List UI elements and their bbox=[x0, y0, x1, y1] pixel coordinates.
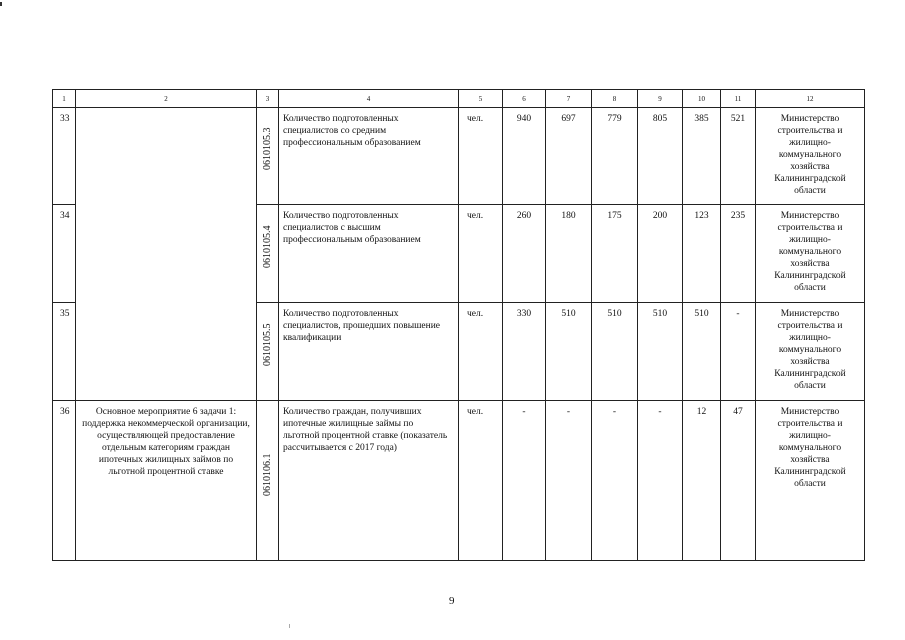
value-cell: 47 bbox=[721, 401, 756, 561]
value-cell: 123 bbox=[683, 205, 721, 303]
value-cell: 175 bbox=[592, 205, 638, 303]
value-cell: 521 bbox=[721, 108, 756, 205]
col-header: 4 bbox=[279, 90, 459, 108]
value-cell: 510 bbox=[638, 303, 683, 401]
col-header: 6 bbox=[503, 90, 546, 108]
value-cell: 697 bbox=[546, 108, 592, 205]
unit: чел. bbox=[459, 303, 503, 401]
corner-scan-mark bbox=[0, 2, 2, 6]
value-cell: 330 bbox=[503, 303, 546, 401]
row-number: 35 bbox=[53, 303, 76, 401]
value-cell: 779 bbox=[592, 108, 638, 205]
indicator-name: Количество граждан, получивших ипотечные жилищные займы по льготной процентной ставке (показатель рассчитывается с 2017 года) bbox=[279, 401, 459, 561]
value-cell: 805 bbox=[638, 108, 683, 205]
value-cell: 385 bbox=[683, 108, 721, 205]
main-event-description: Основное мероприятие 6 задачи 1: поддержка некоммерческой организации, осуществляющей предоставление отдельным категориям граждан ипотечных жилищных займов по льготной процентной ставке bbox=[76, 401, 257, 561]
responsible-ministry: Министерство строительства и жилищно-коммунального хозяйства Калининградской области bbox=[756, 303, 865, 401]
indicator-code: 0610105.4 bbox=[261, 225, 273, 268]
col-header: 12 bbox=[756, 90, 865, 108]
responsible-ministry: Министерство строительства и жилищно-коммунального хозяйства Калининградской области bbox=[756, 205, 865, 303]
value-cell: 510 bbox=[546, 303, 592, 401]
row-number: 34 bbox=[53, 205, 76, 303]
table-row bbox=[53, 108, 865, 205]
indicator-name: Количество подготовленных специалистов с высшим профессиональным образованием bbox=[279, 205, 459, 303]
row-number: 33 bbox=[53, 108, 76, 205]
col-header: 10 bbox=[683, 90, 721, 108]
indicator-code: 0610105.5 bbox=[261, 323, 273, 366]
page-number: 9 bbox=[449, 595, 455, 607]
value-cell: 235 bbox=[721, 205, 756, 303]
value-cell: 260 bbox=[503, 205, 546, 303]
indicator-code: 0610106.1 bbox=[261, 453, 273, 496]
row-number: 36 bbox=[53, 401, 76, 561]
col-header: 1 bbox=[53, 90, 76, 108]
value-cell: - bbox=[592, 401, 638, 561]
indicator-name: Количество подготовленных специалистов, прошедших повышение квалификации bbox=[279, 303, 459, 401]
value-cell: - bbox=[721, 303, 756, 401]
code-cell bbox=[257, 108, 279, 205]
header-row bbox=[53, 90, 865, 108]
value-cell: - bbox=[638, 401, 683, 561]
event-cell-empty bbox=[76, 108, 257, 401]
col-header: 8 bbox=[592, 90, 638, 108]
indicators-table bbox=[52, 89, 865, 561]
value-cell: 180 bbox=[546, 205, 592, 303]
table-row bbox=[53, 401, 865, 561]
col-header: 9 bbox=[638, 90, 683, 108]
col-header: 5 bbox=[459, 90, 503, 108]
unit: чел. bbox=[459, 401, 503, 561]
col-header: 2 bbox=[76, 90, 257, 108]
value-cell: 200 bbox=[638, 205, 683, 303]
col-header: 11 bbox=[721, 90, 756, 108]
value-cell: 510 bbox=[683, 303, 721, 401]
col-header: 3 bbox=[257, 90, 279, 108]
responsible-ministry: Министерство строительства и жилищно-коммунального хозяйства Калининградской области bbox=[756, 108, 865, 205]
value-cell: 940 bbox=[503, 108, 546, 205]
col-header: 7 bbox=[546, 90, 592, 108]
value-cell: - bbox=[546, 401, 592, 561]
code-cell bbox=[257, 303, 279, 401]
value-cell: 12 bbox=[683, 401, 721, 561]
responsible-ministry: Министерство строительства и жилищно-коммунального хозяйства Калининградской области bbox=[756, 401, 865, 561]
scan-mark bbox=[289, 624, 290, 628]
unit: чел. bbox=[459, 205, 503, 303]
indicator-code: 0610105.3 bbox=[261, 127, 273, 170]
value-cell: - bbox=[503, 401, 546, 561]
code-cell bbox=[257, 401, 279, 561]
value-cell: 510 bbox=[592, 303, 638, 401]
unit: чел. bbox=[459, 108, 503, 205]
code-cell bbox=[257, 205, 279, 303]
indicator-name: Количество подготовленных специалистов со средним профессиональным образованием bbox=[279, 108, 459, 205]
